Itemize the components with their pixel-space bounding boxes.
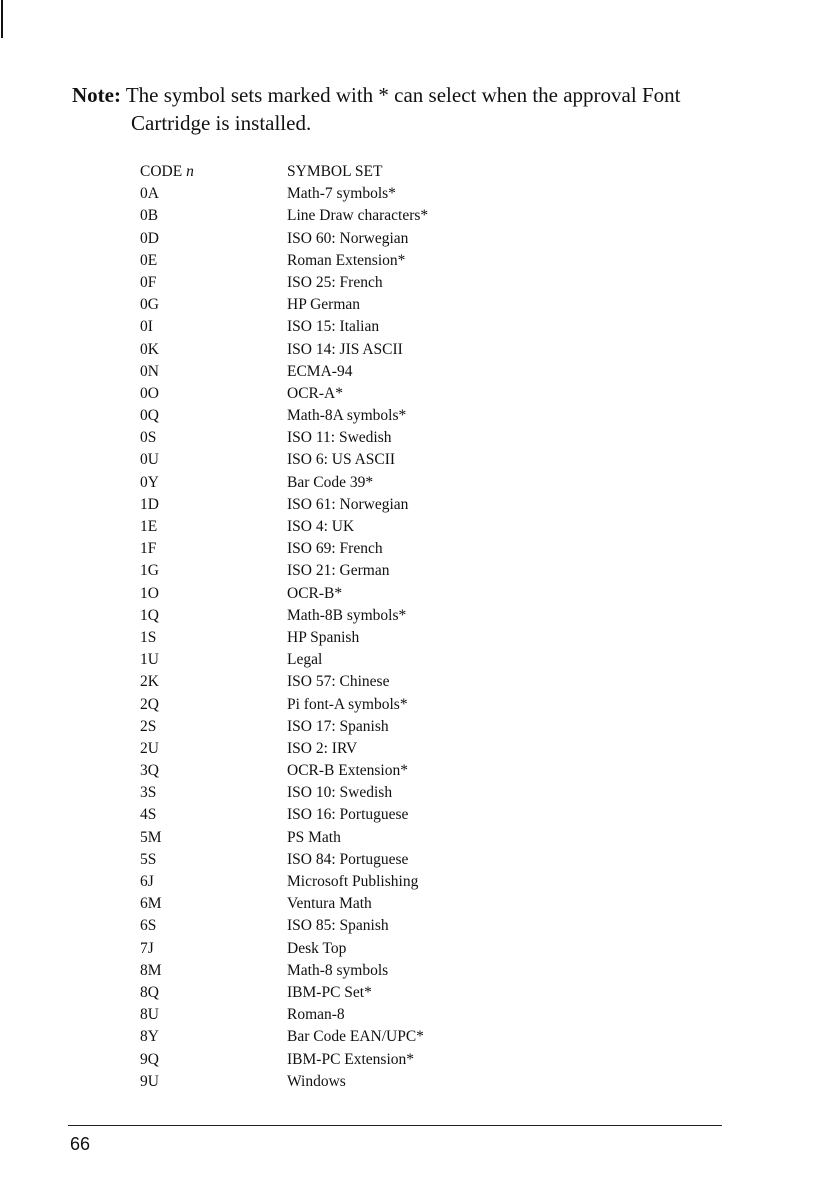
header-code: CODE n — [140, 163, 194, 180]
code-cell: 0A — [140, 185, 159, 203]
code-cell: 1E — [140, 518, 158, 535]
symbol-set-cell: Pi font-A symbols* — [287, 695, 408, 713]
symbol-set-cell: OCR-B* — [287, 584, 343, 602]
header-symbol-set: SYMBOL SET — [287, 163, 383, 180]
symbol-set-cell: PS Math — [287, 828, 341, 846]
code-cell: 1G — [140, 562, 159, 580]
symbol-set-cell: ISO 11: Swedish — [287, 429, 392, 447]
margin-mark — [1, 0, 3, 38]
symbol-set-cell: Math-8B symbols* — [287, 606, 407, 624]
code-cell: 2U — [140, 739, 159, 757]
symbol-set-cell: ISO 57: Chinese — [287, 673, 390, 691]
code-cell: 0N — [140, 362, 159, 380]
code-cell: 0D — [140, 229, 159, 247]
symbol-set-cell: ISO 10: Swedish — [287, 784, 393, 802]
code-cell: 1O — [140, 584, 159, 602]
symbol-set-cell: HP German — [287, 296, 361, 314]
note-text-line2: Cartridge is installed. — [131, 111, 312, 135]
symbol-set-cell: ISO 21: German — [287, 562, 390, 580]
code-cell: 6J — [140, 873, 154, 890]
symbol-set-cell: HP Spanish — [287, 628, 360, 646]
code-cell: 0I — [140, 318, 153, 336]
symbol-set-cell: Legal — [287, 651, 323, 669]
code-cell: 8U — [140, 1006, 159, 1024]
code-cell: 9Q — [140, 1050, 159, 1068]
note-text-line1: The symbol sets marked with * can select when the approval Font — [125, 83, 681, 107]
symbol-set-cell: ISO 4: UK — [287, 518, 355, 535]
symbol-set-cell: ISO 14: JIS ASCII — [287, 340, 403, 358]
code-cell: 0Q — [140, 407, 159, 425]
page-number: 66 — [70, 1134, 91, 1154]
code-cell: 0G — [140, 296, 159, 314]
code-cell: 0S — [140, 429, 157, 447]
code-cell: 3S — [140, 784, 157, 802]
symbol-set-cell: ISO 2: IRV — [287, 739, 358, 757]
symbol-set-cell: OCR-B Extension* — [287, 762, 408, 780]
note-label: Note: — [72, 83, 121, 107]
code-cell: 1U — [140, 651, 159, 669]
footer-rule — [68, 1125, 722, 1126]
symbol-set-cell: Desk Top — [287, 939, 347, 957]
note-paragraph — [72, 81, 752, 137]
symbol-set-cell: ISO 84: Portuguese — [287, 850, 409, 868]
symbol-set-cell: ISO 15: Italian — [287, 318, 380, 336]
symbol-set-cell: ECMA-94 — [287, 362, 353, 380]
symbol-set-cell: IBM-PC Set* — [287, 983, 372, 1001]
symbol-set-cell: Bar Code EAN/UPC* — [287, 1028, 424, 1046]
code-cell: 5M — [140, 828, 162, 846]
symbol-set-cell: ISO 85: Spanish — [287, 917, 389, 935]
code-cell: 0E — [140, 251, 158, 269]
code-cell: 5S — [140, 850, 157, 868]
code-cell: 8M — [140, 961, 162, 979]
symbol-set-cell: Math-8 symbols — [287, 961, 389, 979]
code-cell: 3Q — [140, 762, 159, 780]
code-cell: 1S — [140, 628, 157, 646]
code-cell: 6M — [140, 895, 162, 913]
symbol-set-cell: ISO 17: Spanish — [287, 717, 389, 735]
symbol-set-cell: ISO 60: Norwegian — [287, 229, 409, 247]
symbol-set-cell: IBM-PC Extension* — [287, 1050, 415, 1068]
symbol-set-cell: ISO 16: Portuguese — [287, 806, 409, 824]
symbol-set-cell: Windows — [287, 1072, 346, 1090]
symbol-set-cell: ISO 25: French — [287, 273, 383, 291]
code-cell: 1Q — [140, 606, 159, 624]
code-cell: 0O — [140, 384, 159, 402]
code-cell: 0Y — [140, 473, 159, 491]
code-cell: 0F — [140, 273, 157, 291]
code-cell: 0K — [140, 340, 159, 358]
code-cell: 2K — [140, 673, 159, 691]
code-cell: 8Y — [140, 1028, 159, 1046]
symbol-set-cell: Microsoft Publishing — [287, 873, 419, 890]
symbol-set-cell: ISO 61: Norwegian — [287, 495, 409, 513]
symbol-set-cell: Roman-8 — [287, 1006, 345, 1024]
code-cell: 7J — [140, 939, 154, 957]
code-cell: 2S — [140, 717, 157, 735]
code-cell: 6S — [140, 917, 157, 935]
code-cell: 4S — [140, 806, 157, 824]
symbol-set-cell: Bar Code 39* — [287, 473, 374, 491]
code-cell: 0U — [140, 451, 159, 469]
code-cell: 1F — [140, 540, 157, 558]
symbol-set-cell: Ventura Math — [287, 895, 372, 913]
code-cell: 2Q — [140, 695, 159, 713]
code-cell: 1D — [140, 495, 159, 513]
symbol-set-cell: Line Draw characters* — [287, 207, 429, 225]
code-cell: 9U — [140, 1072, 159, 1090]
symbol-set-cell: OCR-A* — [287, 384, 343, 402]
symbol-set-cell: ISO 69: French — [287, 540, 383, 558]
symbol-set-cell: Roman Extension* — [287, 251, 406, 269]
code-cell: 8Q — [140, 983, 159, 1001]
symbol-set-cell: ISO 6: US ASCII — [287, 451, 396, 469]
code-cell: 0B — [140, 207, 159, 225]
symbol-set-cell: Math-7 symbols* — [287, 185, 396, 203]
symbol-set-cell: Math-8A symbols* — [287, 407, 407, 425]
